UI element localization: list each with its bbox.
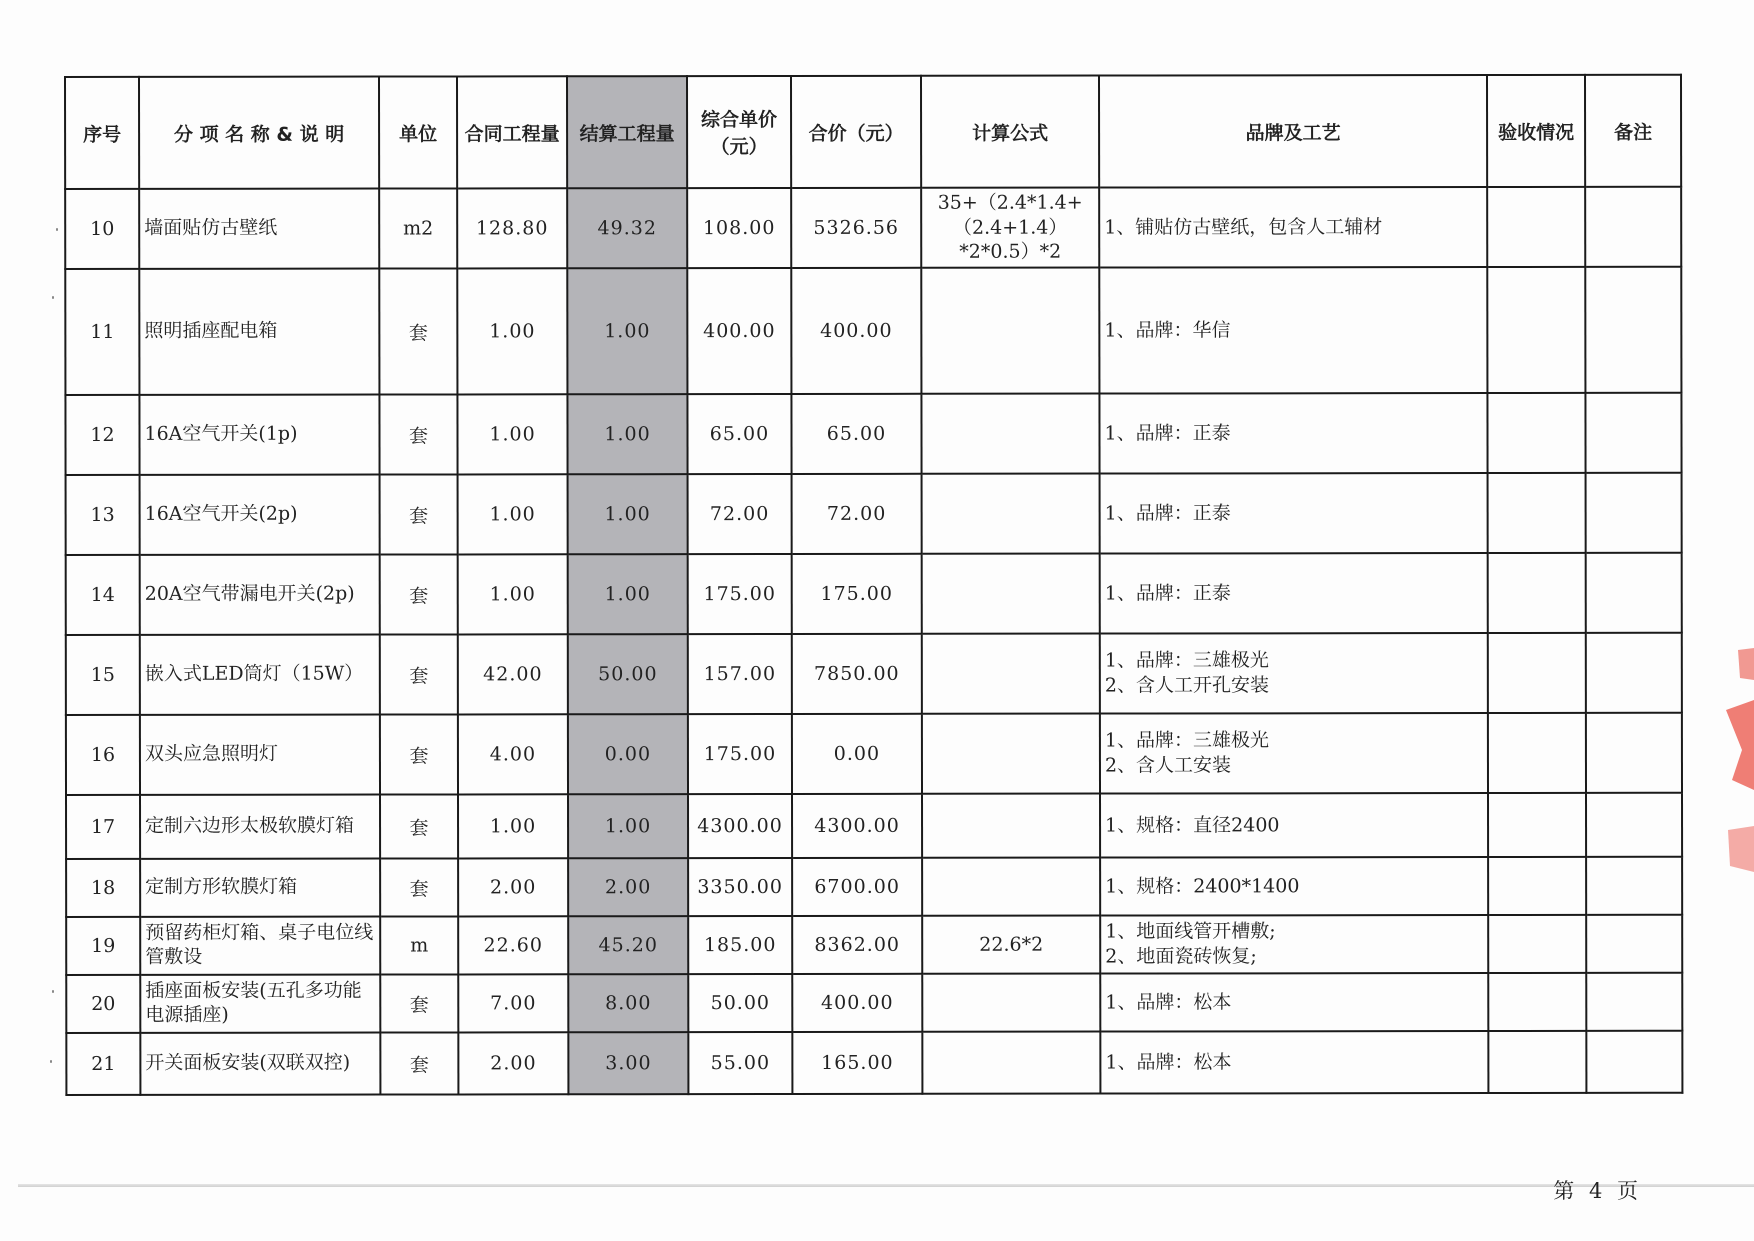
cell-formula <box>922 974 1100 1032</box>
cell-brand <box>1099 267 1487 394</box>
cell-acceptance <box>1487 187 1585 267</box>
cell-formula <box>921 268 1099 394</box>
cell-unit: 套 <box>380 474 458 554</box>
cell-seq: 11 <box>65 269 139 395</box>
cell-unit: m <box>380 916 458 974</box>
settlement-table-wrapper <box>64 74 1681 1096</box>
cell-formula <box>922 714 1100 794</box>
header-seq: 序号 <box>65 77 139 189</box>
table-row <box>66 713 1682 795</box>
cell-seq: 20 <box>66 975 140 1033</box>
table-row <box>65 393 1681 475</box>
cell-unit: 套 <box>380 554 458 634</box>
cell-brand <box>1100 793 1488 858</box>
cell-seq: 17 <box>66 795 140 859</box>
cell-unit-price: 400.00 <box>687 268 791 394</box>
cell-name: 插座面板安装(五孔多功能电源插座) <box>140 975 380 1033</box>
cell-formula <box>922 858 1100 916</box>
cell-brand <box>1100 713 1488 794</box>
brand-line: 2、含人工安装 <box>1104 754 1232 777</box>
cell-settle-qty: 1.00 <box>567 268 687 394</box>
cell-settle-qty: 1.00 <box>568 554 688 634</box>
cell-name: 20A空气带漏电开关(2p) <box>140 555 380 635</box>
cell-total: 4300.00 <box>792 794 922 858</box>
brand-line: 1、品牌：松本 <box>1105 1051 1232 1074</box>
brand-line: 2、地面瓷砖恢复; <box>1105 945 1257 968</box>
cell-formula <box>922 554 1100 634</box>
cell-contract-qty: 7.00 <box>458 974 568 1032</box>
cell-brand <box>1100 473 1488 554</box>
header-unit: 单位 <box>379 76 457 188</box>
cell-name: 定制六边形太极软膜灯箱 <box>140 795 380 859</box>
cell-remark <box>1586 473 1682 553</box>
cell-acceptance <box>1488 973 1586 1031</box>
formula-line: （2.4+1.4） <box>953 216 1068 239</box>
table-row <box>66 915 1682 975</box>
cell-total: 0.00 <box>792 714 922 794</box>
page-number: 第 4 页 <box>1553 1179 1642 1203</box>
cell-remark <box>1586 857 1682 915</box>
cell-seq: 21 <box>66 1033 140 1095</box>
cell-formula <box>922 916 1100 974</box>
cell-name: 16A空气开关(2p) <box>140 475 380 555</box>
header-settle-qty: 结算工程量 <box>567 76 687 188</box>
cell-total: 8362.00 <box>792 916 922 974</box>
cell-acceptance <box>1488 793 1586 857</box>
cell-unit: 套 <box>380 1032 458 1094</box>
scan-speck <box>52 990 54 993</box>
cell-settle-qty: 0.00 <box>568 714 688 794</box>
cell-contract-qty: 1.00 <box>457 394 567 474</box>
cell-unit-price: 3350.00 <box>688 858 792 916</box>
table-row <box>66 857 1682 917</box>
cell-brand <box>1100 857 1488 916</box>
cell-remark <box>1586 915 1682 973</box>
brand-line: 1、品牌：正泰 <box>1104 502 1231 525</box>
header-formula: 计算公式 <box>921 76 1099 188</box>
brand-line: 2、含人工开孔安装 <box>1104 674 1269 697</box>
header-row <box>65 75 1681 189</box>
cell-remark <box>1586 633 1682 713</box>
formula-line: *2*0.5）*2 <box>959 240 1062 264</box>
cell-name: 定制方形软膜灯箱 <box>140 859 380 917</box>
cell-contract-qty: 1.00 <box>457 268 567 394</box>
cell-contract-qty: 1.00 <box>458 474 568 554</box>
cell-seq: 19 <box>66 917 140 975</box>
cell-seq: 15 <box>66 635 140 715</box>
cell-total: 165.00 <box>792 1032 922 1094</box>
scan-speck <box>50 1060 52 1063</box>
formula-line: 22.6*2 <box>979 933 1044 956</box>
header-contract-qty: 合同工程量 <box>457 76 567 188</box>
table-row <box>65 267 1681 395</box>
brand-line: 1、铺贴仿古壁纸，包含人工辅材 <box>1104 215 1383 239</box>
cell-seq: 12 <box>65 395 139 475</box>
cell-contract-qty: 2.00 <box>458 1032 568 1094</box>
cell-remark <box>1586 973 1682 1031</box>
cell-formula <box>922 1032 1100 1094</box>
header-total: 合价（元） <box>791 76 921 188</box>
cell-unit-price: 157.00 <box>688 634 792 714</box>
cell-name: 墙面贴仿古壁纸 <box>139 189 379 269</box>
brand-line: 1、品牌：正泰 <box>1104 582 1231 605</box>
cell-total: 6700.00 <box>792 858 922 916</box>
cell-contract-qty: 2.00 <box>458 858 568 916</box>
red-stamp-fragment <box>1718 640 1754 880</box>
header-unit-price: 综合单价（元） <box>687 76 791 188</box>
brand-line: 1、规格：2400*1400 <box>1105 874 1300 898</box>
cell-name: 16A空气开关(1p) <box>139 395 379 475</box>
cell-unit: 套 <box>380 634 458 714</box>
cell-formula <box>922 794 1100 858</box>
cell-contract-qty: 128.80 <box>457 188 567 268</box>
cell-total: 400.00 <box>792 974 922 1032</box>
cell-unit: 套 <box>380 974 458 1032</box>
cell-seq: 14 <box>66 555 140 635</box>
cell-acceptance <box>1488 857 1586 915</box>
cell-remark <box>1586 1031 1682 1093</box>
cell-acceptance <box>1488 553 1586 633</box>
cell-contract-qty: 4.00 <box>458 714 568 794</box>
cell-settle-qty: 1.00 <box>568 794 688 858</box>
brand-line: 1、品牌：三雄极光 <box>1104 649 1269 672</box>
cell-unit-price: 50.00 <box>688 974 792 1032</box>
cell-contract-qty: 1.00 <box>458 794 568 858</box>
cell-brand <box>1100 633 1488 714</box>
table-row <box>65 187 1681 269</box>
cell-acceptance <box>1487 267 1585 393</box>
cell-acceptance <box>1488 473 1586 553</box>
cell-unit: 套 <box>379 268 457 394</box>
cell-unit: 套 <box>379 394 457 474</box>
table-row <box>66 1031 1682 1095</box>
cell-seq: 18 <box>66 859 140 917</box>
cell-total: 400.00 <box>791 268 921 394</box>
cell-settle-qty: 50.00 <box>568 634 688 714</box>
cell-acceptance <box>1488 633 1586 713</box>
table-row <box>66 473 1682 555</box>
settlement-table <box>64 74 1683 1096</box>
cell-unit-price: 108.00 <box>687 188 791 268</box>
cell-formula <box>921 394 1099 474</box>
table-body <box>65 187 1682 1095</box>
cell-unit-price: 175.00 <box>688 554 792 634</box>
table-row <box>66 973 1682 1033</box>
header-brand: 品牌及工艺 <box>1099 75 1487 188</box>
cell-remark <box>1585 187 1681 267</box>
cell-remark <box>1585 393 1681 473</box>
brand-line: 1、品牌：正泰 <box>1104 422 1231 445</box>
brand-line: 1、品牌：松本 <box>1105 991 1232 1014</box>
cell-unit-price: 55.00 <box>688 1032 792 1094</box>
cell-total: 5326.56 <box>791 188 921 268</box>
table-row <box>66 633 1682 715</box>
cell-name: 预留药柜灯箱、桌子电位线管敷设 <box>140 917 380 975</box>
cell-brand <box>1099 187 1487 268</box>
cell-unit: 套 <box>380 714 458 794</box>
cell-unit-price: 65.00 <box>687 394 791 474</box>
table-row <box>66 553 1682 635</box>
cell-brand <box>1100 553 1488 634</box>
cell-remark <box>1586 713 1682 793</box>
cell-unit-price: 185.00 <box>688 916 792 974</box>
cell-acceptance <box>1487 393 1585 473</box>
cell-brand <box>1100 915 1488 974</box>
cell-remark <box>1585 267 1681 393</box>
header-name: 分 项 名 称 & 说 明 <box>139 77 379 189</box>
cell-brand <box>1100 1031 1488 1094</box>
scan-speck <box>56 228 58 231</box>
brand-line: 1、品牌：华信 <box>1104 319 1231 342</box>
cell-settle-qty: 1.00 <box>568 474 688 554</box>
cell-unit-price: 4300.00 <box>688 794 792 858</box>
cell-name: 嵌入式LED筒灯（15W） <box>140 635 380 715</box>
cell-settle-qty: 49.32 <box>567 188 687 268</box>
cell-settle-qty: 2.00 <box>568 858 688 916</box>
cell-formula <box>922 474 1100 554</box>
cell-total: 7850.00 <box>792 634 922 714</box>
cell-seq: 13 <box>66 475 140 555</box>
cell-settle-qty: 3.00 <box>568 1032 688 1094</box>
cell-settle-qty: 45.20 <box>568 916 688 974</box>
cell-unit: 套 <box>380 794 458 858</box>
cell-seq: 16 <box>66 715 140 795</box>
formula-line: 35+（2.4*1.4+ <box>937 191 1083 214</box>
brand-line: 1、品牌：三雄极光 <box>1104 729 1270 752</box>
cell-acceptance <box>1488 1031 1586 1093</box>
cell-formula <box>921 188 1099 268</box>
cell-unit-price: 72.00 <box>688 474 792 554</box>
cell-acceptance <box>1488 713 1586 793</box>
cell-name: 照明插座配电箱 <box>139 269 379 395</box>
cell-unit-price: 175.00 <box>688 714 792 794</box>
cell-total: 72.00 <box>792 474 922 554</box>
cell-settle-qty: 8.00 <box>568 974 688 1032</box>
table-row <box>66 793 1682 859</box>
cell-name: 双头应急照明灯 <box>140 715 380 795</box>
cell-contract-qty: 42.00 <box>458 634 568 714</box>
cell-total: 175.00 <box>792 554 922 634</box>
brand-line: 1、规格：直径2400 <box>1105 813 1280 837</box>
cell-brand <box>1100 973 1488 1032</box>
cell-acceptance <box>1488 915 1586 973</box>
cell-total: 65.00 <box>791 394 921 474</box>
cell-settle-qty: 1.00 <box>567 394 687 474</box>
cell-unit: m2 <box>379 188 457 268</box>
header-remark: 备注 <box>1585 75 1681 187</box>
brand-line: 1、地面线管开槽敷; <box>1105 920 1276 943</box>
cell-unit: 套 <box>380 858 458 916</box>
header-acceptance: 验收情况 <box>1487 75 1585 187</box>
cell-brand <box>1099 393 1487 474</box>
cell-formula <box>922 634 1100 714</box>
cell-seq: 10 <box>65 189 139 269</box>
cell-contract-qty: 1.00 <box>458 554 568 634</box>
scan-edge-line <box>18 1184 1754 1187</box>
cell-name: 开关面板安装(双联双控) <box>140 1033 380 1095</box>
scan-speck <box>52 296 54 299</box>
cell-remark <box>1586 553 1682 633</box>
cell-remark <box>1586 793 1682 857</box>
cell-contract-qty: 22.60 <box>458 916 568 974</box>
